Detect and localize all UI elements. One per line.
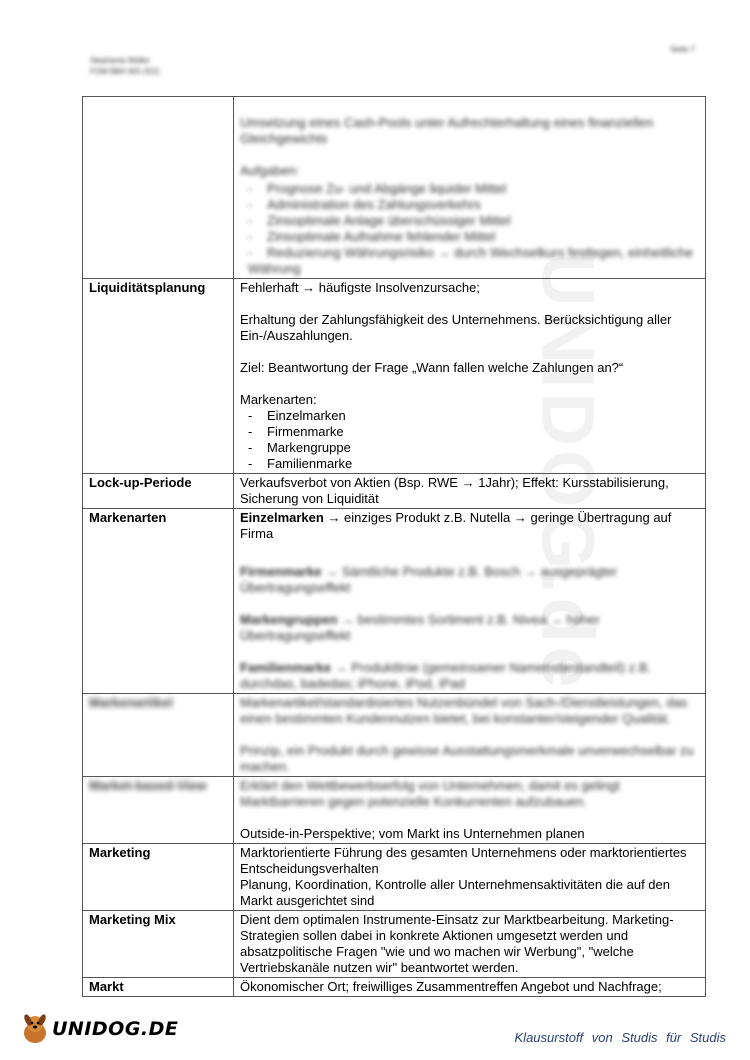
definition-text — [240, 510, 699, 542]
definition-text: Fehlerhaft → häufigste Insolvenzursache; — [240, 280, 480, 295]
definition-text: Aufgaben: — [240, 163, 300, 178]
definition-text: Outside-in-Perspektive; vom Markt ins Unternehmen planen — [240, 826, 585, 841]
author-name: Stephanie Müller — [90, 56, 151, 65]
definition-cell — [234, 509, 706, 694]
definition-cell: Dient dem optimalen Instrumente-Einsatz zur Marktbearbeitung. Marketing-Strategien sollen dabei in konkrete Aktionen umgesetzt werden und absatzpolitische Fragen "wie und wo machen wir Werbung", "welche Vertriebskanäle nutzen wir" beantwortet werden. — [234, 911, 706, 978]
page-number: Seite 7 — [670, 45, 695, 54]
term-cell: Marketing — [83, 844, 234, 911]
brand-type-name: Familienmarke — [240, 660, 332, 675]
table-row — [83, 474, 706, 509]
term-cell — [83, 97, 234, 279]
brand-type-desc: → Produktlinie (gemeinsamer Namensbestandteil) z.B. durchdas, badedas; iPhone, iPod, iPad — [240, 660, 652, 691]
watermark: UNIDOG.de — [526, 253, 610, 692]
logo-text: UNIDOG.DE — [52, 1018, 179, 1040]
definition-cell: Ökonomischer Ort; freiwilliges Zusammentreffen Angebot und Nachfrage; — [234, 978, 706, 997]
definition-text — [240, 564, 699, 596]
brand-type-name: Markengruppen — [240, 612, 338, 627]
term-cell: Markt — [83, 978, 234, 997]
definition-text: Erhaltung der Zahlungsfähigkeit des Unternehmens. Berücksichtigung aller Ein-/Auszahlungen. — [240, 312, 672, 343]
table-row — [83, 844, 706, 911]
definition-cell — [234, 844, 706, 911]
page-header-author — [90, 55, 160, 77]
brand-type-desc: → einziges Produkt z.B. Nutella → geringe Übertragung auf Firma — [240, 510, 672, 541]
brand-type-desc: → Sämtliche Produkte z.B. Bosch → ausgeprägter Übertragungseffekt — [240, 564, 618, 595]
list-item: - Einzelmarken — [240, 408, 699, 424]
list-item: - Familienmarke — [240, 456, 699, 472]
brand-type-name: Firmenmarke — [240, 564, 322, 579]
brand-type-name: Einzelmarken — [240, 510, 324, 525]
term-cell: Markenartikel — [83, 694, 234, 777]
glossary-table — [82, 96, 706, 997]
list-item: - Prognose Zu- und Abgänge liquider Mittel — [240, 181, 699, 197]
definition-text: Markenartikel/standardisiertes Nutzenbündel von Sach-/Dienstleistungen, das einen bestimmten Kundennutzen bietet, bei konstanter/steigender Qualität. — [240, 695, 688, 726]
list-item: - Firmenmarke — [240, 424, 699, 440]
definition-text — [240, 660, 699, 692]
table-row — [83, 694, 706, 777]
term-cell: Market-based-View — [83, 777, 234, 844]
table-row — [83, 97, 706, 279]
list-item: - Zinsoptimale Aufnahme fehlender Mittel — [240, 229, 699, 245]
list-item: - Reduzierung Währungsrisiko → durch Wechselkurs festlegen, einheitliche Währung — [240, 245, 699, 277]
term-cell: Marketing Mix — [83, 911, 234, 978]
list-item: - Administration des Zahlungsverkehrs — [240, 197, 699, 213]
table-row — [83, 978, 706, 997]
dog-icon — [20, 1013, 50, 1045]
definition-cell: Verkaufsverbot von Aktien (Bsp. RWE → 1Jahr); Effekt: Kursstabilisierung, Sicherung von Liquidität — [234, 474, 706, 509]
unidog-logo — [20, 1013, 178, 1045]
definition-cell — [234, 777, 706, 844]
term-cell: Liquiditätsplanung — [83, 279, 234, 474]
definition-text: Ziel: Beantwortung der Frage „Wann fallen welche Zahlungen an?“ — [240, 360, 624, 375]
table-row — [83, 279, 706, 474]
definition-text — [240, 612, 699, 644]
term-cell: Lock-up-Periode — [83, 474, 234, 509]
footer-slogan: Klausurstoff von Studis für Studis — [514, 1030, 726, 1045]
table-row — [83, 777, 706, 844]
table-row — [83, 509, 706, 694]
definition-cell — [234, 97, 706, 279]
task-list — [240, 181, 699, 277]
list-item: - Zinsoptimale Anlage überschüssiger Mittel — [240, 213, 699, 229]
term-cell: Markenarten — [83, 509, 234, 694]
definition-cell — [234, 694, 706, 777]
definition-text: Planung, Koordination, Kontrolle aller Unternehmensaktivitäten die auf den Markt ausgerichtet sind — [240, 877, 670, 908]
definition-cell — [234, 279, 706, 474]
course-name: FOM BBA WS 2011 — [90, 67, 161, 76]
definition-text: Prinzip, ein Produkt durch gewisse Ausstattungsmerkmale unverwechselbar zu machen. — [240, 743, 694, 774]
definition-text: Erklärt den Wettbewerbserfolg von Unternehmen, damit es gelingt Marktbarrieren gegen potenzielle Konkurrenten aufzubauen. — [240, 778, 620, 809]
definition-text: Marktorientierte Führung des gesamten Unternehmens oder marktorientiertes Entscheidungsverhalten — [240, 845, 687, 876]
brand-type-desc: → bestimmtes Sortiment z.B. Nivea → hoher Übertragungseffekt — [240, 612, 600, 643]
list-item: - Markengruppe — [240, 440, 699, 456]
brand-types-list — [240, 408, 699, 472]
definition-text: Markenarten: — [240, 392, 317, 407]
definition-text: Umsetzung eines Cash-Pools unter Aufrechterhaltung eines finanziellen Gleichgewichts — [240, 115, 654, 146]
table-row — [83, 911, 706, 978]
